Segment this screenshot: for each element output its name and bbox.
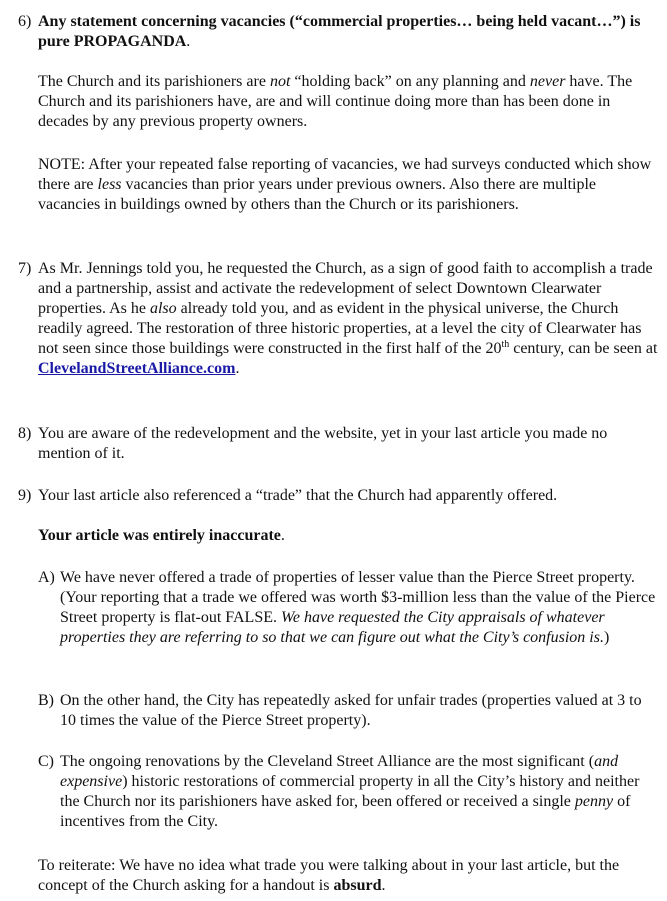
- text-run: The ongoing renovations by the Cleveland Street Alliance are the most significant (: [60, 753, 595, 770]
- sub-paragraph: [60, 752, 660, 832]
- text-run: To reiterate: We have no idea what trade you were talking about in your last article, but the concept of the Church asking for a handout is: [38, 857, 620, 894]
- note-paragraph: [38, 155, 660, 215]
- item-number: 9): [18, 487, 32, 504]
- text-run: vacancies than prior years under previous owners. Also there are multiple vacancies in buildings owned by others than the Church or its parishioners.: [38, 176, 597, 213]
- text-run: As Mr. Jennings told you, he requested the Church, as a sign of good faith to accomplish a trade and a partnership, assist and activate the redevelopment of select Downtown Clearwater properties. As he: [38, 260, 653, 317]
- text-run: .: [280, 527, 285, 544]
- item-number: 6): [18, 13, 32, 30]
- text-run: ): [603, 629, 610, 646]
- closing-paragraph: [38, 856, 660, 896]
- item-number: 8): [18, 425, 32, 442]
- paragraph: You are aware of the redevelopment and the website, yet in your last article you made no mention of it.: [38, 425, 608, 462]
- sub-item-label: A): [38, 569, 55, 586]
- heading-text: Any statement concerning vacancies (“commercial properties… being held vacant…”) is pure: [38, 13, 641, 50]
- text-run: The Church and its parishioners are: [38, 73, 270, 90]
- item-number: 7): [18, 260, 32, 277]
- emphasis: never: [529, 73, 566, 90]
- bold-statement: [38, 526, 660, 546]
- text-run: We have never offered a trade of properties of lesser value than the Pierce Street property. (Your reporting that a trade we offered was worth $3-million less than the value of the Pierce Street property is flat-out FALSE.: [60, 569, 656, 626]
- bold-text: absurd: [333, 877, 382, 894]
- text-run: “holding back” on any planning and: [290, 73, 530, 90]
- text-run: of incentives from the City.: [60, 793, 631, 830]
- emphasis: We have requested the City appraisals of whatever properties they are referring to so that we can figure out what the City’s confusion is.: [60, 609, 605, 646]
- sub-paragraph: [60, 568, 660, 648]
- text-run: century, can be seen at: [509, 340, 658, 357]
- text-run: NOTE: After your repeated false reporting of vacancies, we had surveys conducted which show there are: [38, 156, 652, 193]
- sub-item-label: B): [38, 692, 54, 709]
- text-run: ) historic restorations of commercial property in all the City’s history and neither the Church nor its parishioners have asked for, been offered or received a single: [60, 773, 640, 810]
- sub-paragraph: On the other hand, the City has repeatedly asked for unfair trades (properties valued at 3 to 10 times the value of the Pierce Street property).: [60, 692, 642, 729]
- heading-emphasis: PROPAGANDA: [73, 33, 187, 50]
- emphasis: penny: [574, 793, 614, 810]
- item-heading: [38, 12, 660, 52]
- sub-item-label: C): [38, 753, 54, 770]
- emphasis: less: [97, 176, 122, 193]
- text-run: have. The Church and its parishioners have, are and will continue doing more than has been done in decades by any previous property owners.: [38, 73, 633, 130]
- heading-end: .: [186, 33, 191, 50]
- text-run: .: [381, 877, 386, 894]
- paragraph: [38, 72, 660, 132]
- emphasis: and expensive: [60, 753, 619, 790]
- paragraph: [38, 259, 660, 379]
- emphasis: also: [149, 300, 177, 317]
- text-run: .: [235, 360, 240, 377]
- website-link[interactable]: ClevelandStreetAlliance.com: [38, 360, 236, 377]
- bold-text: Your article was entirely inaccurate: [38, 527, 281, 544]
- emphasis: not: [269, 73, 291, 90]
- paragraph: Your last article also referenced a “trade” that the Church had apparently offered.: [38, 487, 558, 504]
- text-run: already told you, and as evident in the physical universe, the Church readily agreed. The restoration of three historic properties, at a level the city of Clearwater has not seen since those buildings were constructed in the first half of the 20: [38, 300, 642, 357]
- superscript: th: [501, 339, 510, 350]
